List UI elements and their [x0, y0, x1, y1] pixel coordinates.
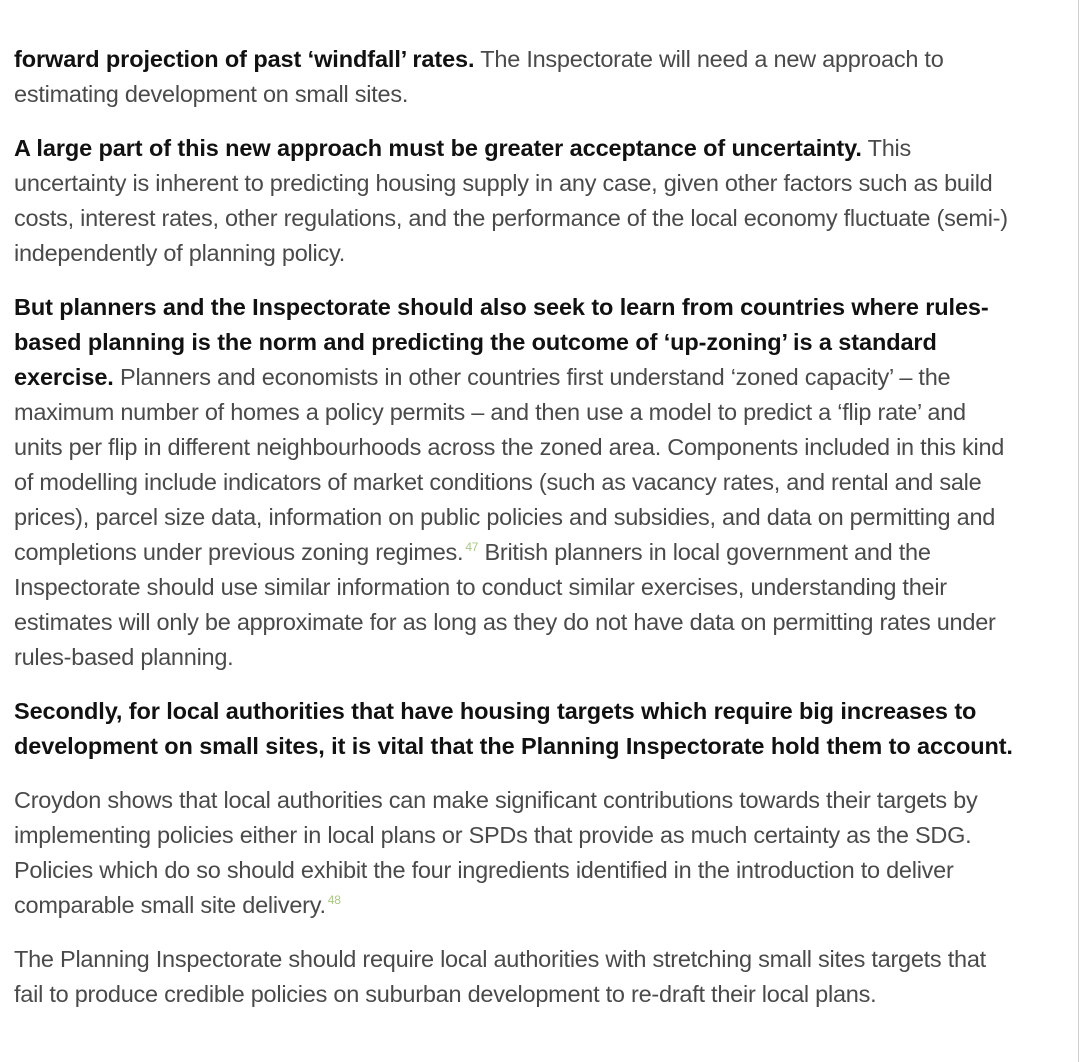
paragraph-lead: forward projection of past ‘windfall’ rates.	[14, 46, 475, 72]
paragraph-body-continued: British planners in local government and the Inspectorate should use similar information to conduct similar exercises, understanding their estimates will only be approximate for as long as they do not have data on permitting rates under rules-based planning.	[14, 539, 996, 670]
paragraph-secondly: Secondly, for local authorities that have housing targets which require big increases to development on small sites, it is vital that the Planning Inspectorate hold them to account.	[14, 698, 1013, 759]
paragraph-croydon	[14, 783, 1018, 923]
paragraph-uncertainty	[14, 131, 1018, 271]
paragraph-lead: A large part of this new approach must be greater acceptance of uncertainty.	[14, 135, 862, 161]
paragraph-body: The Inspectorate will need a new approach to estimating development on small sites.	[14, 46, 944, 107]
footnote-marker[interactable]: 48	[327, 893, 341, 908]
paragraph-body: Planners and economists in other countries first understand ‘zoned capacity’ – the maximum number of homes a policy permits – and then use a model to predict a ‘flip rate’ and units per flip in different neighbourhoods across the zoned area. Components included in this kind of modelling include indicators of market conditions (such as vacancy rates, and rental and sale prices), parcel size data, information on public policies and subsidies, and data on permitting and completions under previous zoning regimes.	[14, 364, 1005, 565]
paragraph-windfall	[14, 42, 1018, 112]
paragraph-body: This uncertainty is inherent to predicting housing supply in any case, given other factors such as build costs, interest rates, other regulations, and the performance of the local economy fluctuate (semi-) independently of planning policy.	[14, 135, 1008, 266]
paragraph-lead: But planners and the Inspectorate should also seek to learn from countries where rules-based planning is the norm and predicting the outcome of ‘up-zoning’ is a standard exercise.	[14, 294, 989, 390]
paragraph-body: Croydon shows that local authorities can make significant contributions towards their targets by implementing policies either in local plans or SPDs that provide as much certainty as the SDG. Policies which do so should exhibit the four ingredients identified in the introduction to deliver comparable small site delivery.	[14, 787, 978, 918]
paragraph-body: The Planning Inspectorate should require local authorities with stretching small sites targets that fail to produce credible policies on suburban development to re-draft their local plans.	[14, 946, 986, 1007]
paragraph-inspectorate-redraft	[14, 942, 1018, 1012]
footnote-marker[interactable]: 47	[465, 540, 479, 555]
paragraph-rules-based-planning	[14, 290, 1018, 675]
